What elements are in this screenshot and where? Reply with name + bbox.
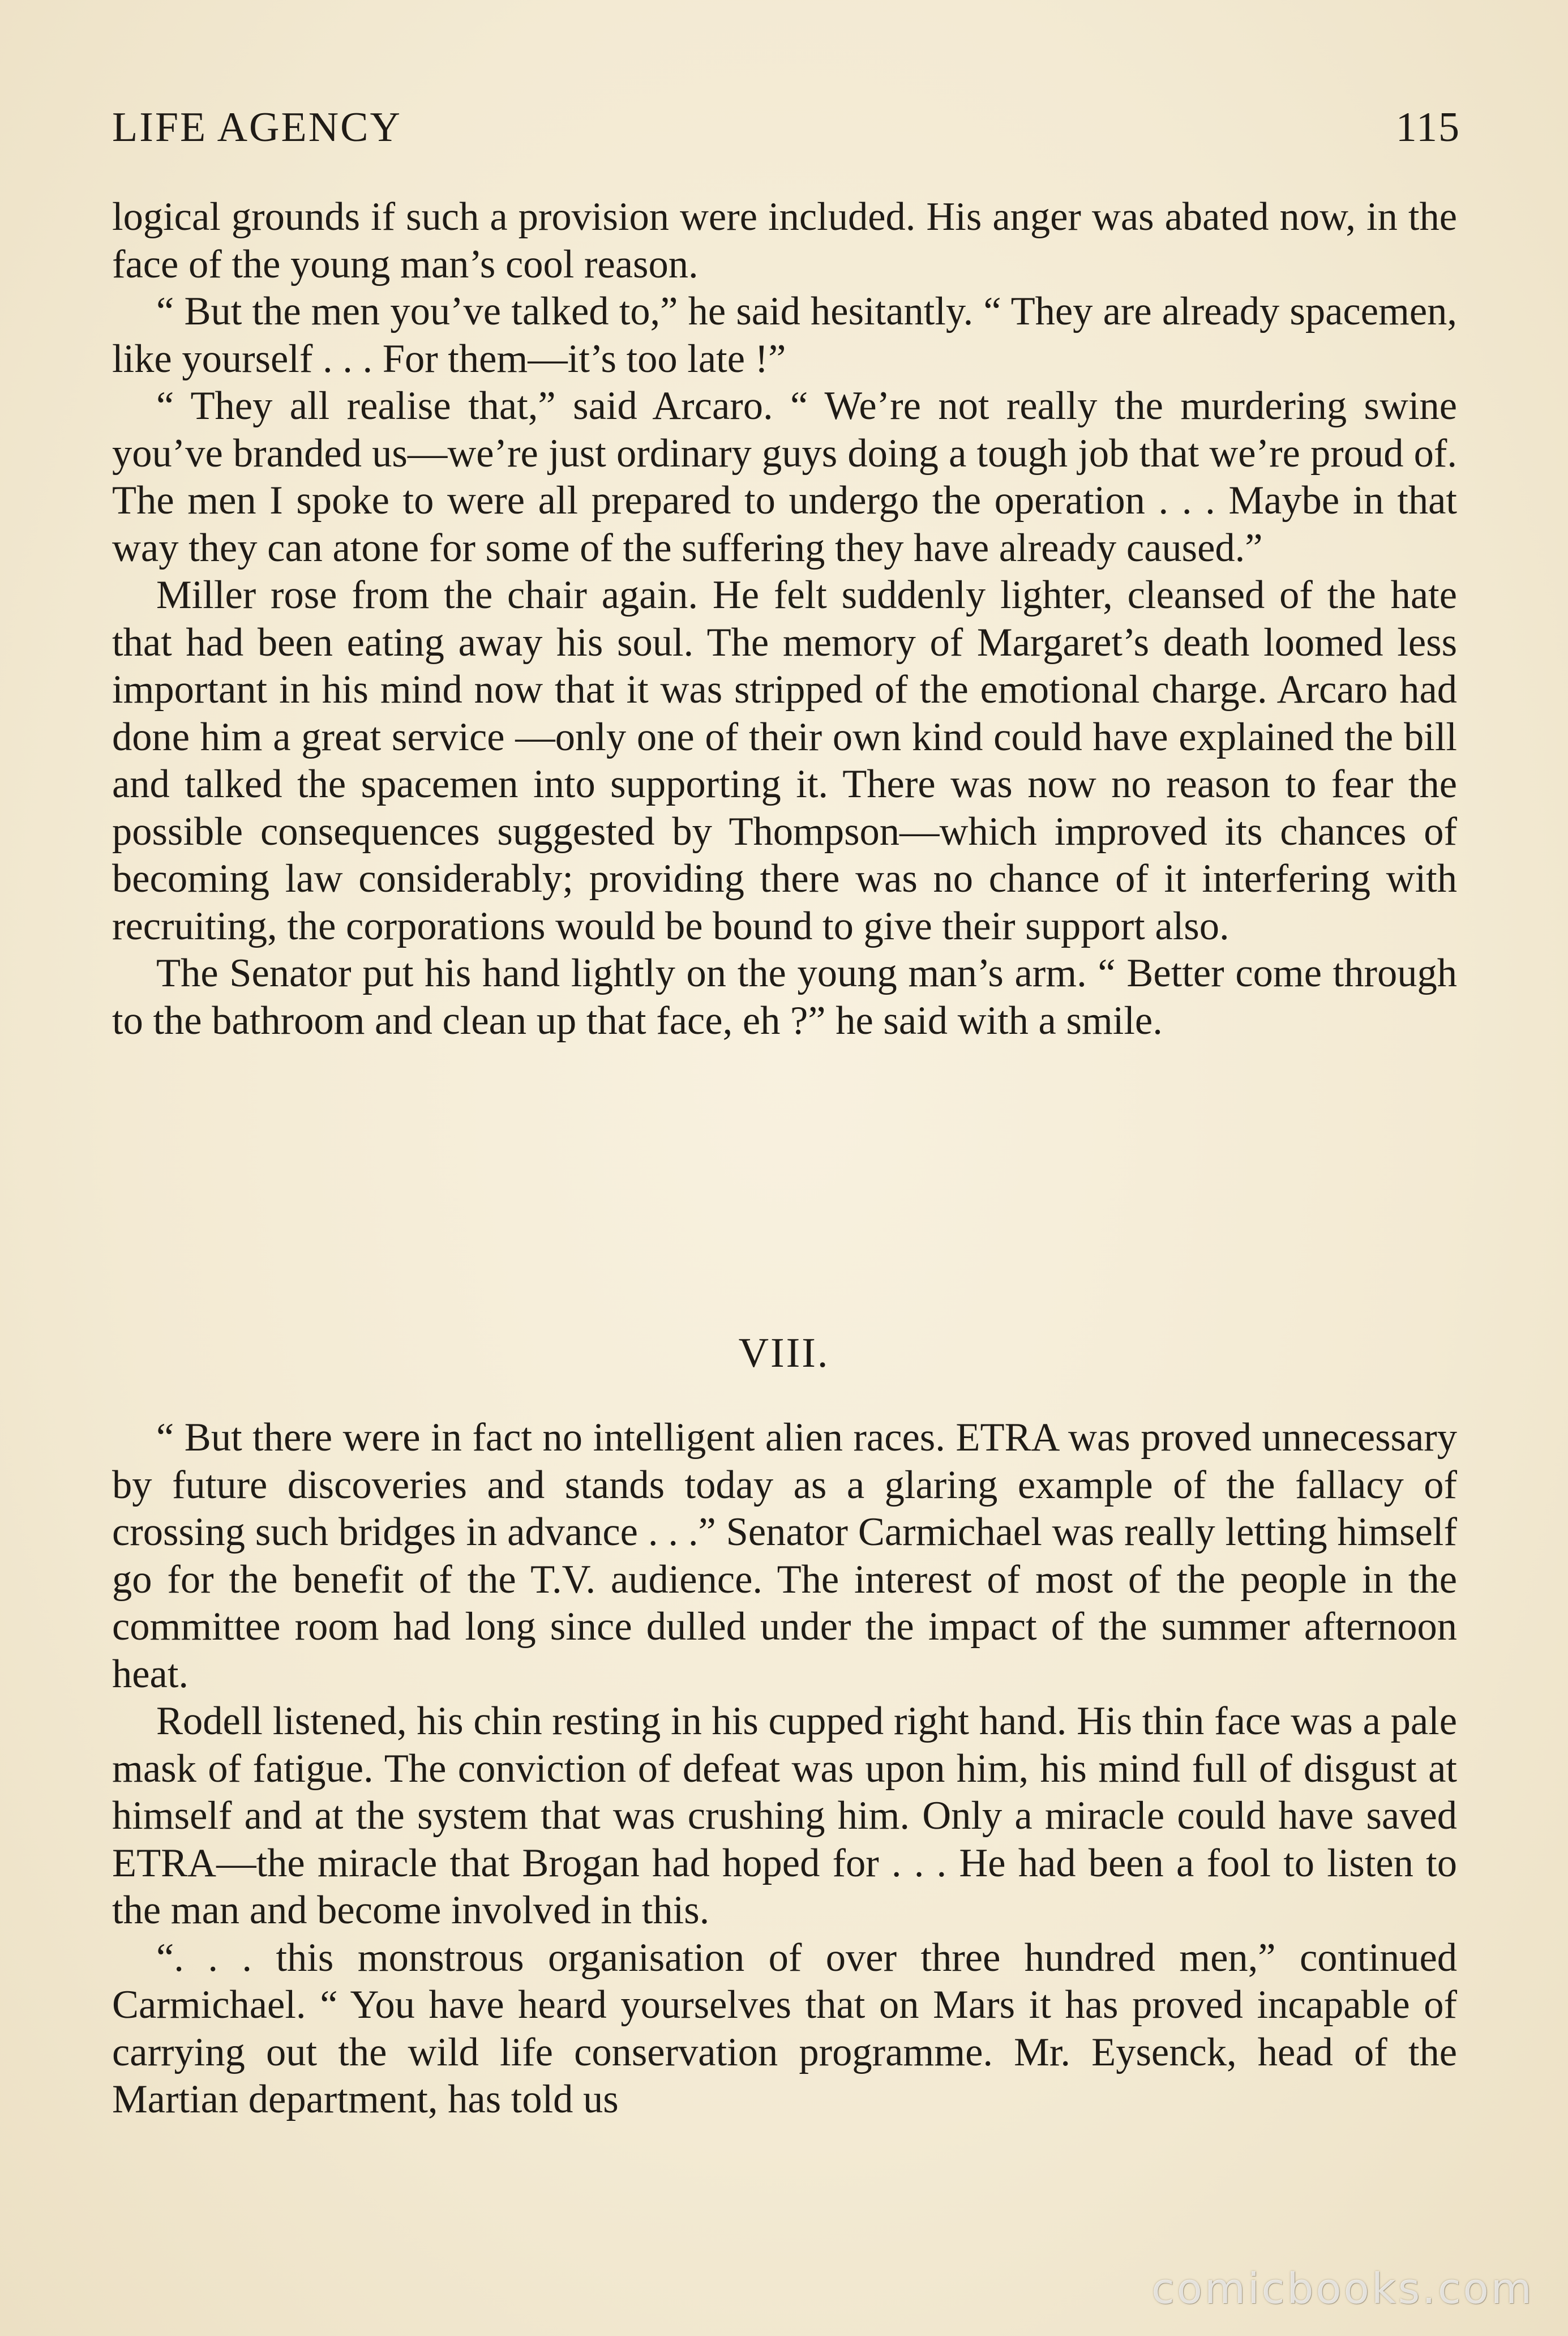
section-before-chapter [112,194,1457,1045]
paragraph: “. . . this monstrous organisation of over three hundred men,” continued Carmichael. “ You have heard yourselves that on Mars it has proved incapable of carrying out the wild life conservation programme. Mr. Eysenck, head of the Martian department, has told us [112,1935,1457,2121]
watermark: comicbooks.com [1151,2265,1534,2313]
page-number: 115 [1395,104,1460,151]
paragraph: Miller rose from the chair again. He felt suddenly lighter, cleansed of the hate that had been eating away his soul. The memory of Margaret’s death loomed less important in his mind now that it was stripped of the emotional charge. Arcaro had done him a great service —only one of their own kind could have explained the bill and talked the spacemen into supporting it. There was now no reason to fear the possible consequences suggested by Thompson—which improved its chances of becoming law considerably; providing there was no chance of it interfering with recruiting, the corporations would be bound to give their support also. [112,573,1457,948]
chapter-heading: VIII. [738,1330,830,1376]
paragraph: logical grounds if such a provision were included. His anger was abated now, in the face of the young man’s cool reason. [112,195,1457,286]
paragraph: Rodell listened, his chin resting in his cupped right hand. His thin face was a pale mask of fatigue. The conviction of defeat was upon him, his mind full of disgust at himself and at the system that was crushing him. Only a miracle could have saved ETRA—the miracle that Brogan had hoped for . . . He had been a fool to listen to the man and become involved in this. [112,1699,1457,1932]
paragraph: “ But there were in fact no intelligent alien races. ETRA was proved unnecessary by future discoveries and stands today as a glaring example of the fallacy of crossing such bridges in advance . . .” Senator Carmichael was really letting himself go for the benefit of the T.V. audience. The interest of most of the people in the committee room had long since dulled under the impact of the summer afternoon heat. [112,1415,1457,1696]
running-title: LIFE AGENCY [112,104,402,151]
running-head [112,96,1460,159]
paragraph: “ But the men you’ve talked to,” he said hesitantly. “ They are already spacemen, like yourself . . . For them—it’s too late !” [112,289,1457,381]
paragraph: The Senator put his hand lightly on the young man’s arm. “ Better come through to the bathroom and clean up that face, eh ?” he said with a smile. [112,951,1457,1043]
chapter-body [112,1414,1457,2124]
paragraph: “ They all realise that,” said Arcaro. “ We’re not really the murdering swine you’ve branded us—we’re just ordinary guys doing a tough job that we’re proud of. The men I spoke to were all prepared to undergo the operation . . . Maybe in that way they can atone for some of the suffering they have already caused.” [112,384,1457,570]
